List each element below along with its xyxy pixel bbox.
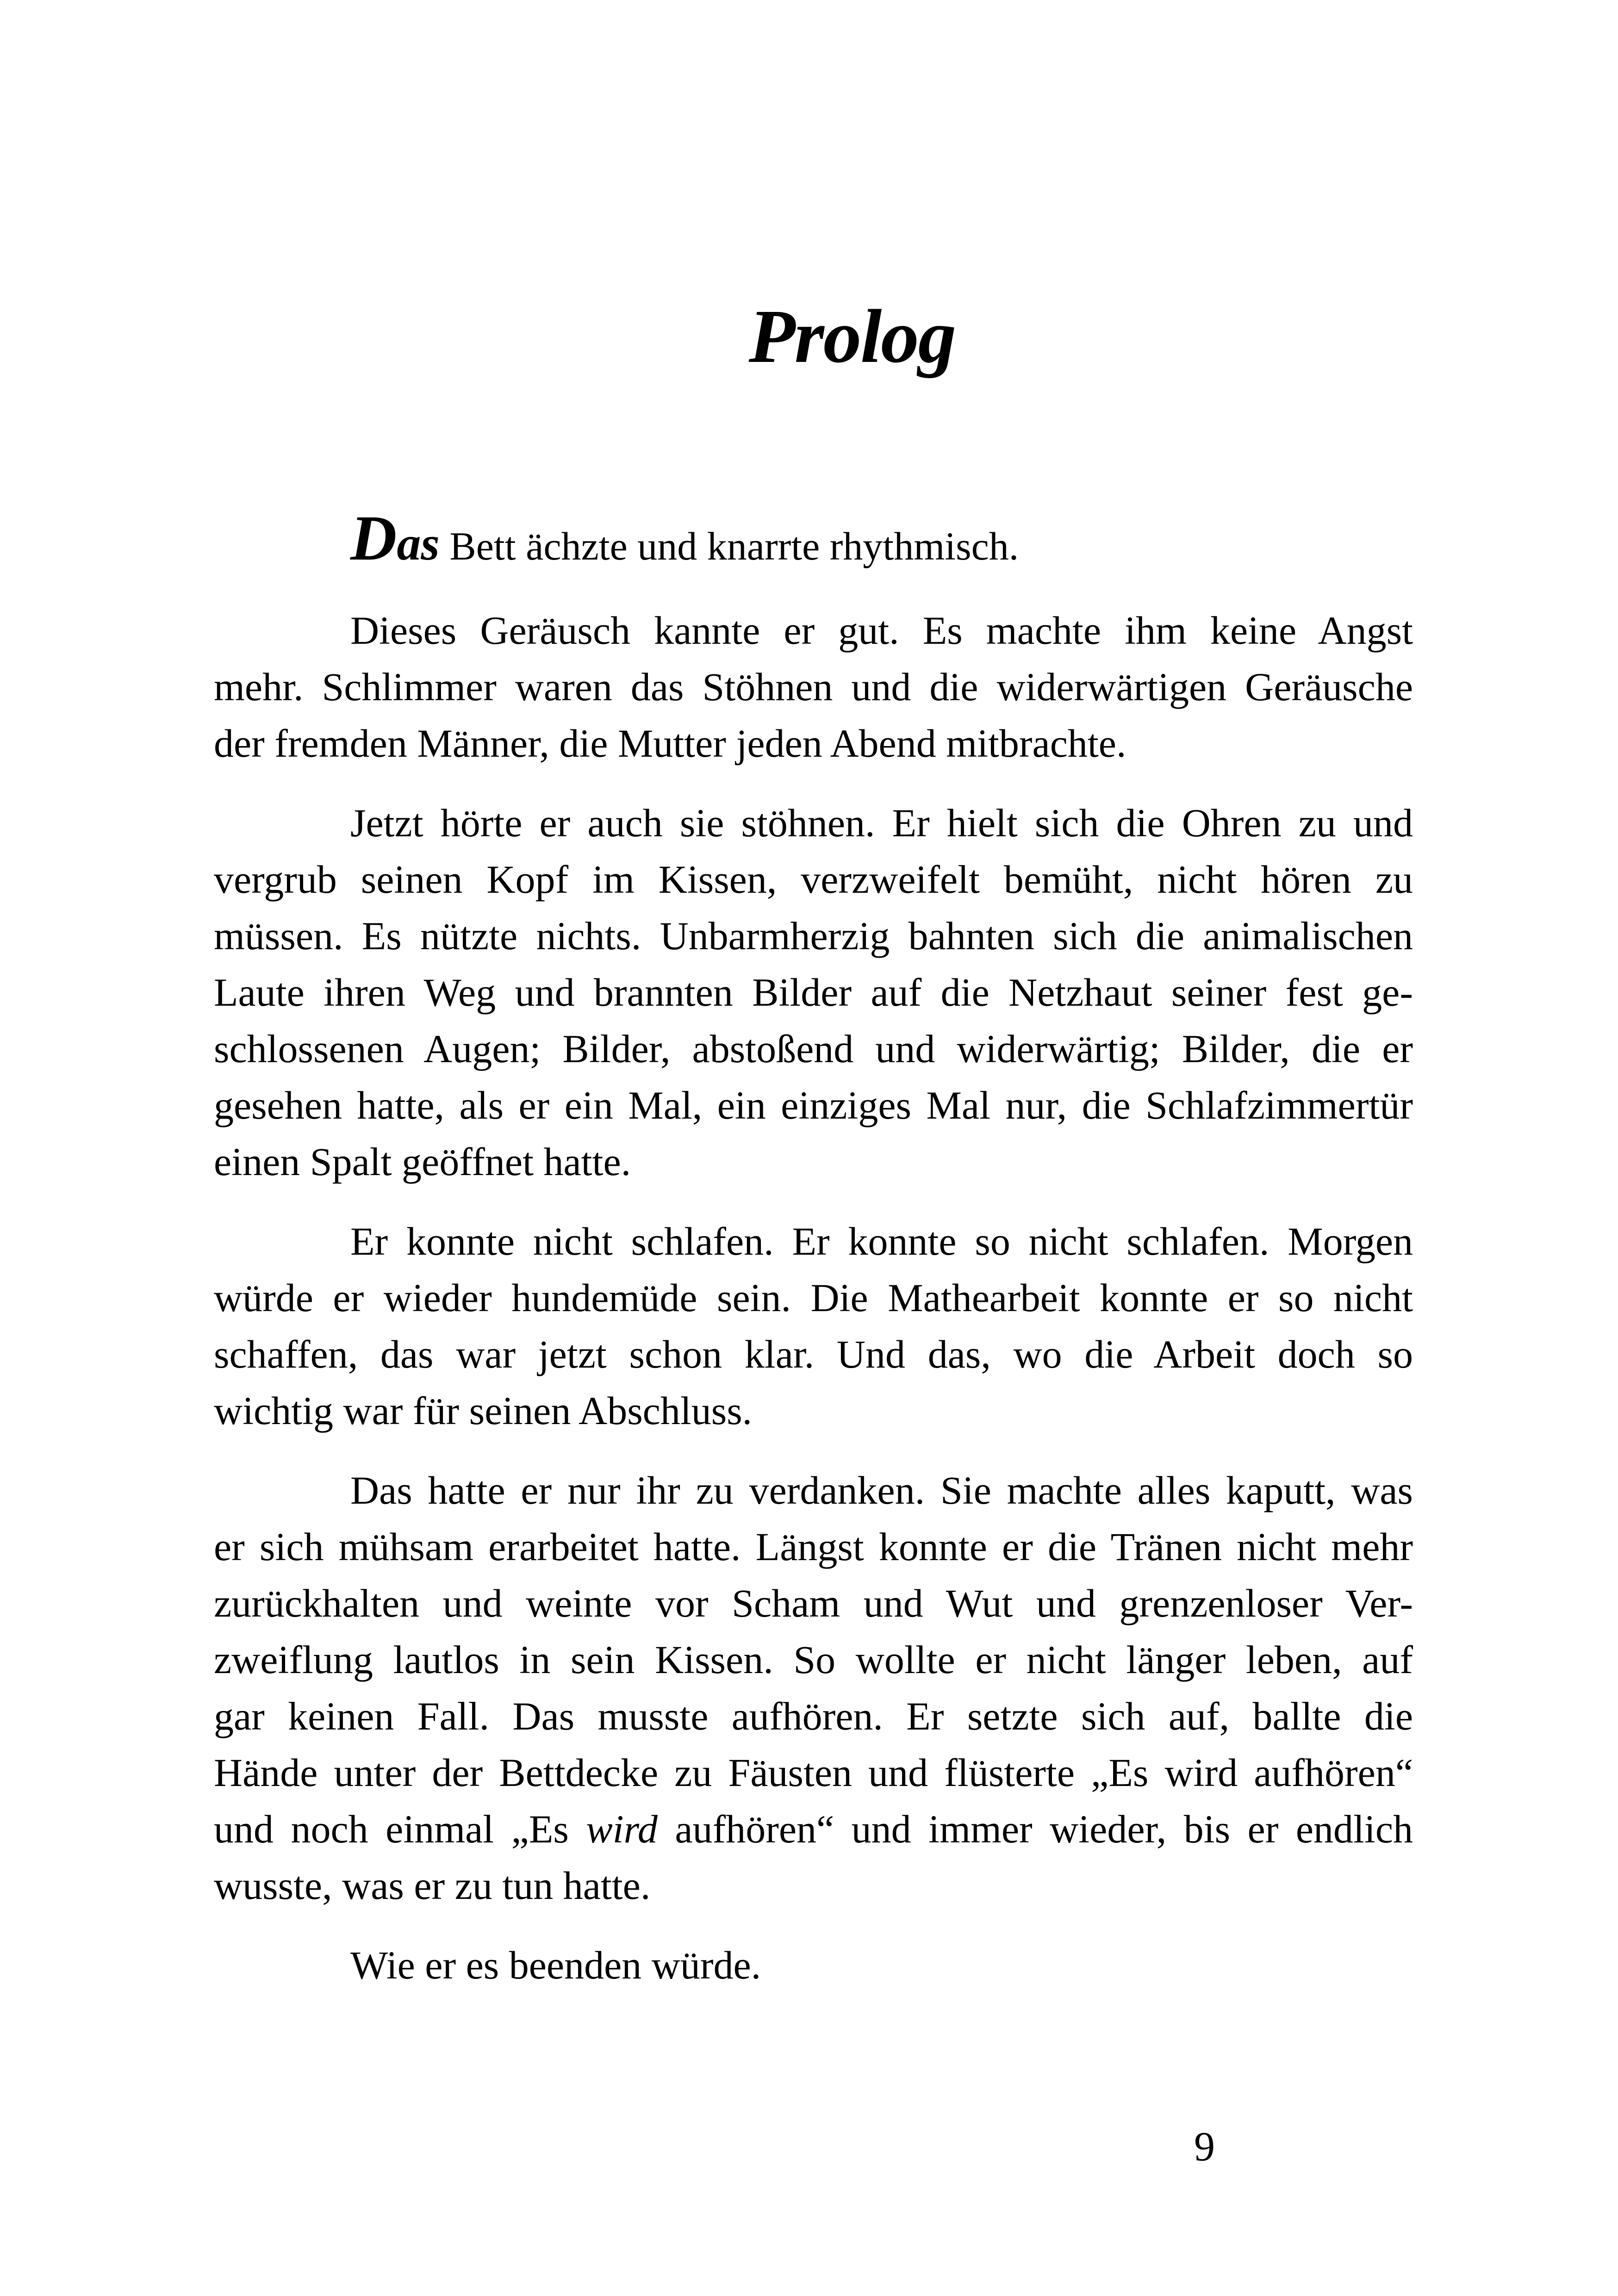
text-line: Laute ihren Weg und brannten Bilder auf die Netzhaut seiner fest ge- <box>214 970 1413 1014</box>
text-line: vergrub seinen Kopf im Kissen, verzweifelt bemüht, nicht hören zu <box>214 857 1413 902</box>
text-line: Jetzt hörte er auch sie stöhnen. Er hielt sich die Ohren zu und <box>350 801 1413 845</box>
paragraph <box>214 1937 1413 1993</box>
text-line: Das Bett ächzte und knarrte rhythmisch. <box>350 503 1019 574</box>
text-line: einen Spalt geöffnet hatte. <box>214 1139 631 1184</box>
text-line: zurückhalten und weinte vor Scham und Wut und grenzenloser Ver- <box>214 1581 1413 1625</box>
text-line: der fremden Männer, die Mutter jeden Abend mitbrachte. <box>214 721 1126 765</box>
paragraph <box>214 602 1413 772</box>
page-number: 9 <box>1194 2124 1215 2170</box>
text-line: zweiflung lautlos in sein Kissen. So wollte er nicht länger leben, auf <box>214 1637 1413 1682</box>
text-line: gesehen hatte, als er ein Mal, ein einziges Mal nur, die Schlafzimmertür <box>214 1083 1413 1127</box>
lead-capital: D <box>350 503 397 574</box>
lead-word-rest: as <box>397 517 440 570</box>
text-line: er sich mühsam erarbeitet hatte. Längst konnte er die Tränen nicht mehr <box>214 1524 1413 1569</box>
text-line: mehr. Schlimmer waren das Stöhnen und die widerwärtigen Geräusche <box>214 665 1413 709</box>
text-line: wichtig war für seinen Abschluss. <box>214 1388 753 1433</box>
paragraph <box>214 1213 1413 1439</box>
text-line: schlossenen Augen; Bilder, abstoßend und widerwärtig; Bilder, die er <box>214 1027 1413 1071</box>
text-line: Dieses Geräusch kannte er gut. Es machte ihm keine Angst <box>350 608 1413 653</box>
text-line: wusste, was er zu tun hatte. <box>214 1863 651 1908</box>
text-line: gar keinen Fall. Das musste aufhören. Er setzte sich auf, ballte die <box>214 1694 1413 1738</box>
text-line: Wie er es beenden würde. <box>350 1943 761 1987</box>
paragraph <box>214 1462 1413 1914</box>
text-line: Das hatte er nur ihr zu verdanken. Sie machte alles kaputt, was <box>350 1468 1413 1512</box>
italic-word: wird <box>586 1807 658 1851</box>
paragraph <box>214 795 1413 1190</box>
page-title: Prolog <box>748 294 956 379</box>
paragraph <box>214 503 1413 574</box>
text-line: und noch einmal „Es wird aufhören“ und immer wieder, bis er endlich <box>214 1807 1413 1851</box>
text-line: Er konnte nicht schlafen. Er konnte so nicht schlafen. Morgen <box>350 1219 1413 1263</box>
text-line: würde er wieder hundemüde sein. Die Mathearbeit konnte er so nicht <box>214 1276 1413 1320</box>
text-line: schaffen, das war jetzt schon klar. Und das, wo die Arbeit doch so <box>214 1332 1413 1376</box>
text-line: Hände unter der Bettdecke zu Fäusten und flüsterte „Es wird aufhören“ <box>214 1750 1413 1795</box>
body-text <box>214 503 1413 1993</box>
text-line: müssen. Es nützte nichts. Unbarmherzig bahnten sich die animalischen <box>214 914 1413 958</box>
